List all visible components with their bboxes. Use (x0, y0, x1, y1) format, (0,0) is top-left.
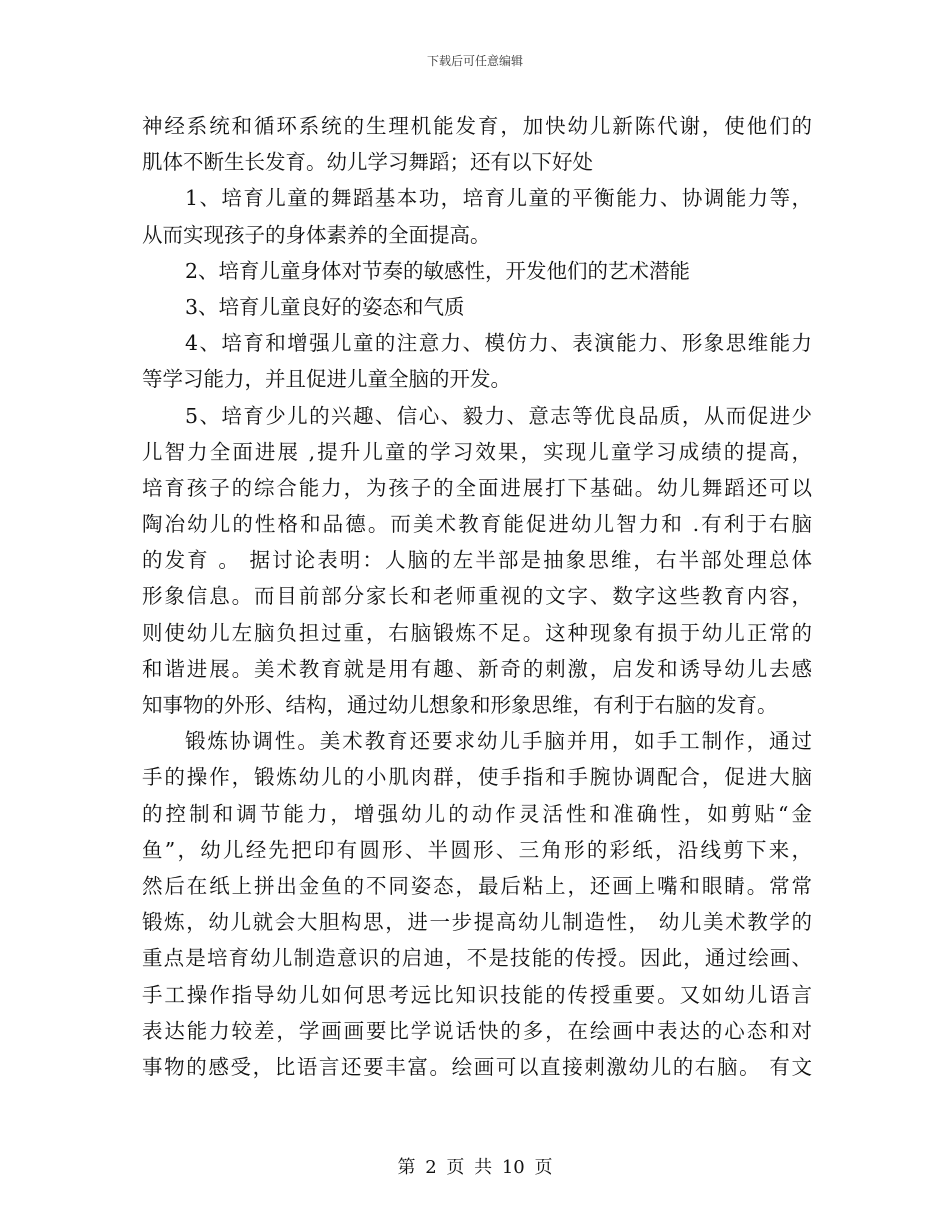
text-line: 从而实现孩子的身体素养的全面提高。 (142, 222, 491, 247)
text-line: 形象信息。而目前部分家长和老师重视的文字、数字这些教育内容， (142, 584, 812, 609)
page-header: 下载后可任意编辑 (426, 54, 523, 68)
text-line: 神经系统和循环系统的生理机能发育，加快幼儿新陈代谢，使他们的 (142, 114, 812, 138)
text-line: 手工操作指导幼儿如何思考远比知识技能的传授重要。又如幼儿语言 (142, 982, 812, 1007)
text-line: 锻炼，幼儿就会大胆构思，进一步提高幼儿制造性， 幼儿美术教学的 (142, 910, 812, 935)
text-line: 锻炼协调性。美术教育还要求幼儿手脑并用，如手工制作，通过 (185, 729, 812, 754)
text-line: 的控制和调节能力，增强幼儿的动作灵活性和准确性，如剪贴“金 (142, 801, 812, 826)
text-line: 肌体不断生长发育。幼儿学习舞蹈；还有以下好处 (142, 150, 593, 175)
text-line: 5、培育少儿的兴趣、信心、毅力、意志等优良品质，从而促进少 (185, 403, 812, 428)
text-line: 和谐进展。美术教育就是用有趣、新奇的刺激，启发和诱导幼儿去感 (142, 656, 812, 681)
text-line: 陶冶幼儿的性格和品德。而美术教育能促进幼儿智力和 .有利于右脑 (142, 512, 812, 537)
text-line: 3、培育儿童良好的姿态和气质 (185, 294, 465, 319)
text-line: 4、培育和增强儿童的注意力、模仿力、表演能力、形象思维能力 (185, 331, 812, 356)
text-line: 手的操作，锻炼幼儿的小肌肉群，使手指和手腕协调配合，促进大脑 (142, 765, 812, 790)
text-line: 儿智力全面进展 ,提升儿童的学习效果，实现儿童学习成绩的提高， (142, 439, 812, 464)
text-line: 的发育 。 据讨论表明：人脑的左半部是抽象思维，右半部处理总体 (142, 548, 812, 573)
text-line: 鱼”，幼儿经先把印有圆形、半圆形、三角形的彩纸，沿线剪下来， (142, 837, 812, 862)
text-line: 知事物的外形、结构，通过幼儿想象和形象思维，有利于右脑的发育。 (142, 693, 778, 717)
text-line: 等学习能力，并且促进儿童全脑的开发。 (142, 367, 511, 392)
document-body (142, 108, 812, 1085)
text-line: 培育孩子的综合能力，为孩子的全面进展打下基础。幼儿舞蹈还可以 (142, 475, 812, 500)
text-line: 然后在纸上拼出金鱼的不同姿态，最后粘上，还画上嘴和眼睛。常常 (142, 873, 812, 898)
text-line: 表达能力较差，学画画要比学说话快的多，在绘画中表达的心态和对 (142, 1018, 812, 1043)
page-footer: 第 2 页 共 10 页 (397, 1157, 553, 1178)
text-line: 事物的感受，比语言还要丰富。绘画可以直接刺激幼儿的右脑。 有文 (142, 1054, 812, 1079)
text-line: 1、培育儿童的舞蹈基本功，培育儿童的平衡能力、协调能力等， (185, 186, 812, 211)
text-line: 重点是培育幼儿制造意识的启迪，不是技能的传授。因此，通过绘画、 (142, 946, 812, 971)
text-line: 则使幼儿左脑负担过重，右脑锻炼不足。这种现象有损于幼儿正常的 (142, 620, 812, 645)
text-line: 2、培育儿童身体对节奏的敏感性，开发他们的艺术潜能 (185, 258, 691, 283)
